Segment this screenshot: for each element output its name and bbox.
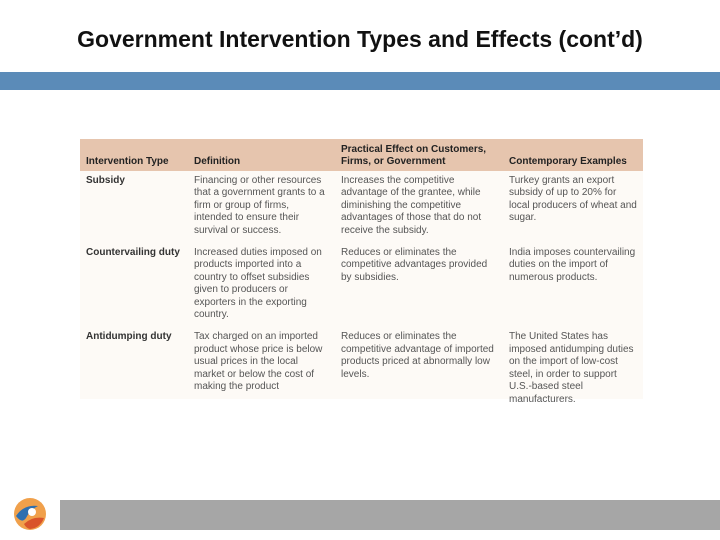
cell-type: Countervailing duty xyxy=(86,247,180,259)
cell-definition: Financing or other resources that a government grants to a firm or group of firms, intended to ensure their survival or success. xyxy=(194,175,325,236)
header-contemporary-examples: Contemporary Examples xyxy=(503,139,643,171)
intervention-table-container xyxy=(80,139,643,405)
top-accent-bar xyxy=(0,72,720,90)
cell-example: The United States has imposed antidumping duties on the import of low-cost steel, in order to support U.S.-based steel manufacturers. xyxy=(509,331,634,405)
slide-title: Government Intervention Types and Effects (cont’d) xyxy=(77,26,643,52)
cell-effect: Reduces or eliminates the competitive advantages provided by subsidies. xyxy=(341,247,488,283)
cell-definition: Tax charged on an imported product whose price is below usual prices in the local market or below the cost of making the product xyxy=(194,331,323,393)
table-row xyxy=(80,327,643,411)
header-definition: Definition xyxy=(188,139,335,171)
cell-example: India imposes countervailing duties on the import of numerous products. xyxy=(509,247,636,283)
table-row xyxy=(80,243,643,327)
header-practical-effect: Practical Effect on Customers, Firms, or Government xyxy=(335,139,503,171)
cell-type: Subsidy xyxy=(86,175,125,186)
cell-effect: Increases the competitive advantage of the grantee, while diminishing the competitive advantages of those that do not receive the subsidy. xyxy=(341,175,482,236)
table-header-row xyxy=(80,139,643,171)
cell-example: Turkey grants an export subsidy of up to 20% for local producers of wheat and sugar. xyxy=(509,175,637,224)
publisher-logo-icon xyxy=(12,496,48,532)
cell-definition: Increased duties imposed on products imported into a country to offset subsidies given to producers or exporters in the exporting country. xyxy=(194,247,322,321)
footer-bar xyxy=(60,500,720,530)
intervention-table xyxy=(80,139,643,412)
cell-type: Antidumping duty xyxy=(86,331,172,343)
table-row xyxy=(80,171,643,243)
header-intervention-type: Intervention Type xyxy=(80,139,188,171)
cell-effect: Reduces or eliminates the competitive advantage of imported products priced at abnormally low levels. xyxy=(341,331,494,380)
